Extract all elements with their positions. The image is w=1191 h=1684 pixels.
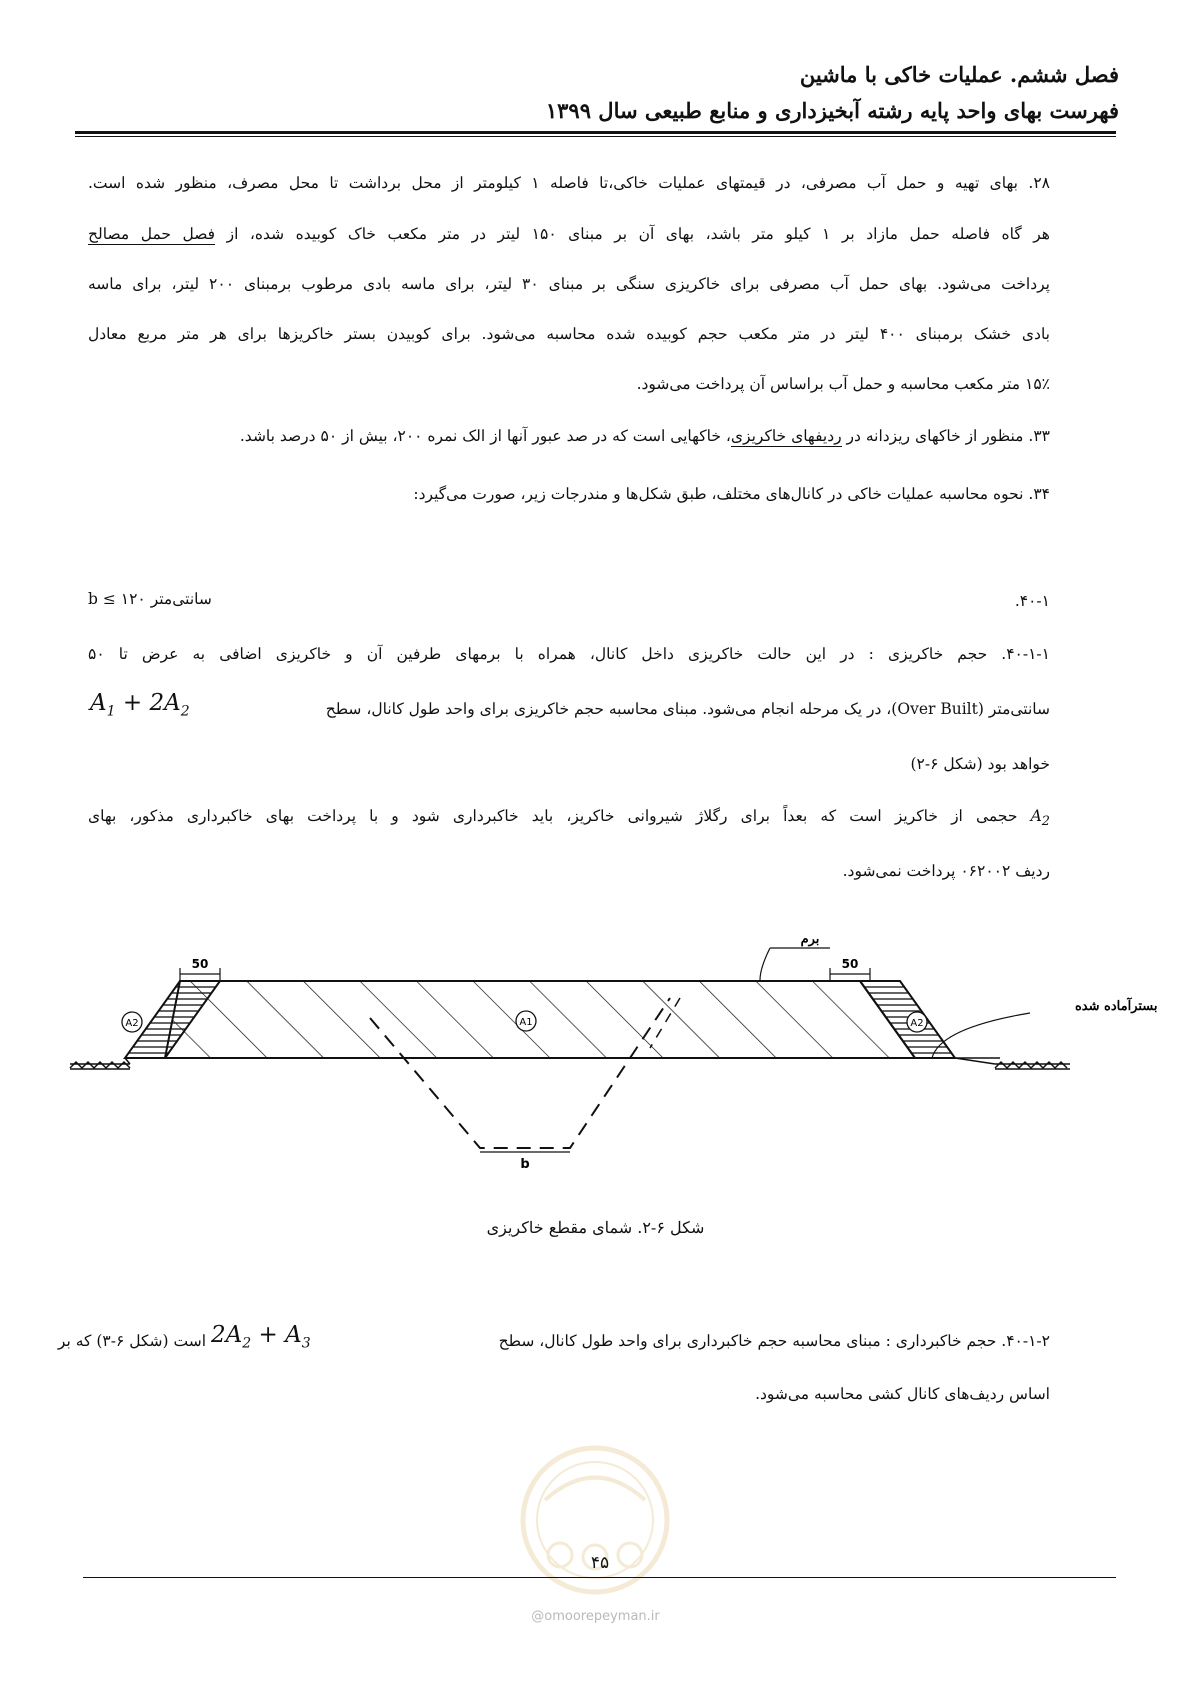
paragraph-28-line-2 [88,223,1050,245]
figure-caption: شکل ۶-۲. شمای مقطع خاکریزی [486,1218,705,1237]
paragraph-28-line-3: پرداخت می‌شود. بهای حمل آب مصرفی برای خاکریزی سنگی بر مبنای ۳۰ لیتر، برای ماسه بادی مرطوب برمبنای ۲۰۰ لیتر، برای ماسه [88,275,1050,293]
label-berm: برم [800,932,820,947]
link-transport-chapter[interactable]: فصل حمل مصالح [88,225,216,243]
formula-2a2-plus-a3: $2A_2 + A_3$ [211,1322,311,1352]
page-number: ۴۵ [590,1553,610,1573]
a2-symbol: $A_2$ [1030,807,1050,830]
dim-50-right-text: 50 [841,957,859,971]
paragraph-28-line-4: بادی خشک برمبنای ۴۰۰ لیتر در متر مکعب حجم کوبیده شده محاسبه می‌شود. برای کوبیدن بستر خاکریزها برای هر متر مربع معادل [88,325,1050,343]
label-a1: A1 [519,1017,533,1028]
a2-definition-text: حجمی از خاکریز است که بعداً برای رگلاژ شیروانی خاکریز، باید خاکبرداری شود و با پرداخت بهای خاکبرداری مذکور، بهای [88,807,1031,825]
label-prepared-bed: بسترآماده شده [1075,999,1158,1014]
section-40-1-1-line-3: خواهد بود (شکل ۶-۲) [910,755,1050,773]
document-title: فهرست بهای واحد پایه رشته آبخیزداری و منابع طبیعی سال ۱۳۹۹ [545,98,1119,123]
paragraph-33-text-a: ۳۳. منظور از خاکهای ریزدانه در [841,427,1050,445]
section-40-1-condition: سانتی‌متر ۱۲۰ ≥ b [88,590,212,608]
paragraph-28-line-1: ۲۸. بهای تهیه و حمل آب مصرفی، در قیمتهای عملیات خاکی،تا فاصله ۱ کیلومتر از محل برداشت تا محل مصرف، منظور شده است. [88,174,1050,192]
header-rule-thin [75,136,1116,137]
formula-a1-plus-2a2: $A_1 + 2A_2$ [90,690,190,720]
section-40-1-number: ۴۰-۱. [1014,592,1050,610]
paragraph-33-text-b: ، خاکهایی است که در صد عبور آنها از الک نمره ۲۰۰، بیش از ۵۰ درصد باشد. [239,427,731,445]
ground-left [70,1062,130,1069]
paragraph-28-text: هر گاه فاصله حمل مازاد بر ۱ کیلو متر باشد، بهای آن بر مبنای ۱۵۰ لیتر در متر مکعب خاک کوبیده شده، از [215,225,1050,243]
section-40-1-2-line-1a: ۴۰-۱-۲. حجم خاکبرداری : مبنای محاسبه حجم خاکبرداری برای واحد طول کانال، سطح [498,1332,1050,1350]
section-40-1-2-line-1b: است (شکل ۶-۳) که بر [57,1332,206,1350]
label-a2-right: A2 [910,1018,924,1029]
paragraph-34: ۳۴. نحوه محاسبه عملیات خاکی در کانال‌های مختلف، طبق شکل‌ها و مندرجات زیر، صورت می‌گیرد: [413,485,1050,503]
a2-definition-line-2: ردیف ۰۶۲۰۰۲ پرداخت نمی‌شود. [842,862,1050,880]
site-watermark-text: @omoorepeyman.ir [531,1609,660,1624]
label-b: b [520,1157,530,1172]
section-40-1-1-line-1: ۴۰-۱-۱. حجم خاکریزی : در این حالت خاکریزی داخل کانال، همراه با برمهای طرفین آن و خاکریزی اضافی به عرض تا ۵۰ [88,645,1050,663]
footer-rule [83,1577,1116,1578]
section-40-1-2-line-2: اساس ردیف‌های کانال کشی محاسبه می‌شود. [755,1385,1050,1403]
ground-right [995,1062,1070,1069]
paragraph-28-line-5: ۱۵٪ متر مکعب محاسبه و حمل آب براساس آن پرداخت می‌شود. [636,375,1050,393]
a2-definition-line-1 [88,805,1050,833]
area-a1 [165,981,915,1058]
header-rule-thick [75,131,1116,134]
embankment-cross-section-figure [70,918,1158,1198]
paragraph-33 [88,425,1050,447]
chapter-title: فصل ششم. عملیات خاکی با ماشین [799,62,1119,87]
section-40-1-1-line-2: سانتی‌متر (Over Built)، در یک مرحله انجام می‌شود. مبنای محاسبه حجم خاکریزی برای واحد طول کانال، سطح [325,700,1050,718]
dim-50-left-text: 50 [191,957,209,971]
link-embankment-rows[interactable]: ردیفهای خاکریزی [730,427,842,445]
label-a2-left: A2 [125,1018,139,1029]
